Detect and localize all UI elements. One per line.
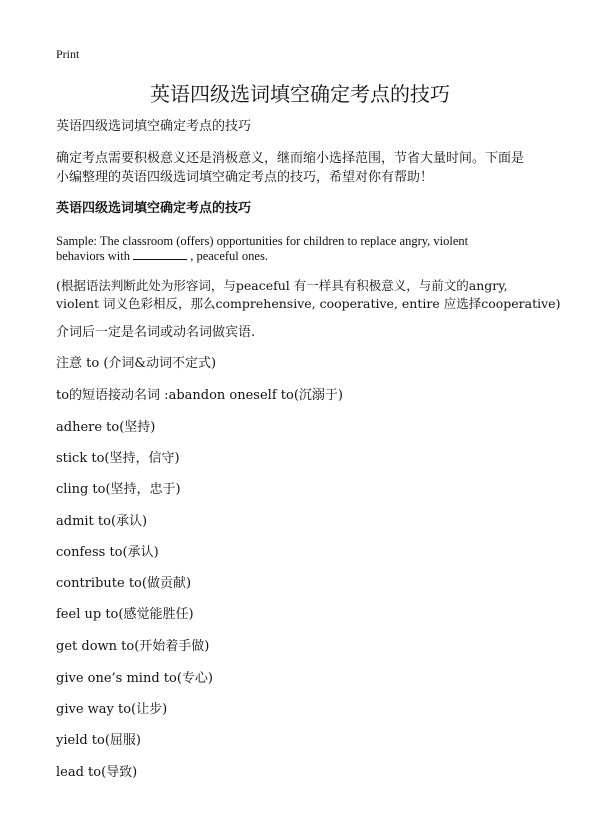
phrase-item: cling to(坚持，忠于)	[56, 482, 181, 497]
phrase-item: admit to(承认)	[56, 514, 148, 529]
phrase-item: get down to(开始着手做)	[56, 639, 210, 654]
phrase-item: stick to(坚持，信守)	[56, 451, 180, 466]
phrase-item: lead to(导致)	[56, 765, 138, 780]
intro-line-1: 确定考点需要积极意义还是消极意义，继而缩小选择范围，节省大量时间。下面是	[56, 151, 525, 166]
sample-line-2-post: , peaceful ones.	[187, 249, 268, 263]
analysis-line-2: violent 词义色彩相反，那么comprehensive, cooperative, entire 应选择cooperative)	[56, 296, 561, 311]
analysis-line-1: (根据语法判断此处为形容词，与peaceful 有一样具有积极意义，与前文的angry,	[56, 278, 508, 293]
print-label[interactable]: Print	[56, 47, 80, 61]
phrase-item: contribute to(做贡献)	[56, 576, 192, 591]
phrase-item: feel up to(感觉能胜任)	[56, 607, 194, 622]
document-subtitle: 英语四级选词填空确定考点的技巧	[56, 119, 252, 134]
intro-line-2: 小编整理的英语四级选词填空确定考点的技巧，希望对你有帮助！	[56, 170, 434, 185]
answer-blank	[133, 248, 187, 260]
sample-line-1: Sample: The classroom (offers) opportunities for children to replace angry, violent	[56, 234, 469, 248]
gerund-note: to的短语接动名词 :abandon oneself to(沉溺于)	[56, 388, 343, 403]
sample-line-2-pre: behaviors with	[56, 249, 134, 263]
phrase-item: give way to(让步)	[56, 702, 168, 717]
grammar-rule: 介词后一定是名词或动名词做宾语.	[56, 325, 256, 340]
document-title: 英语四级选词填空确定考点的技巧	[150, 82, 450, 106]
section-heading: 英语四级选词填空确定考点的技巧	[56, 201, 252, 216]
sample-line-2	[56, 248, 268, 264]
phrase-item: yield to(屈服)	[56, 733, 142, 748]
phrase-item: confess to(承认)	[56, 545, 159, 560]
phrase-item: adhere to(坚持)	[56, 420, 156, 435]
phrase-item: give one’s mind to(专心)	[56, 671, 213, 686]
note-line: 注意 to (介词&动词不定式)	[56, 356, 217, 371]
